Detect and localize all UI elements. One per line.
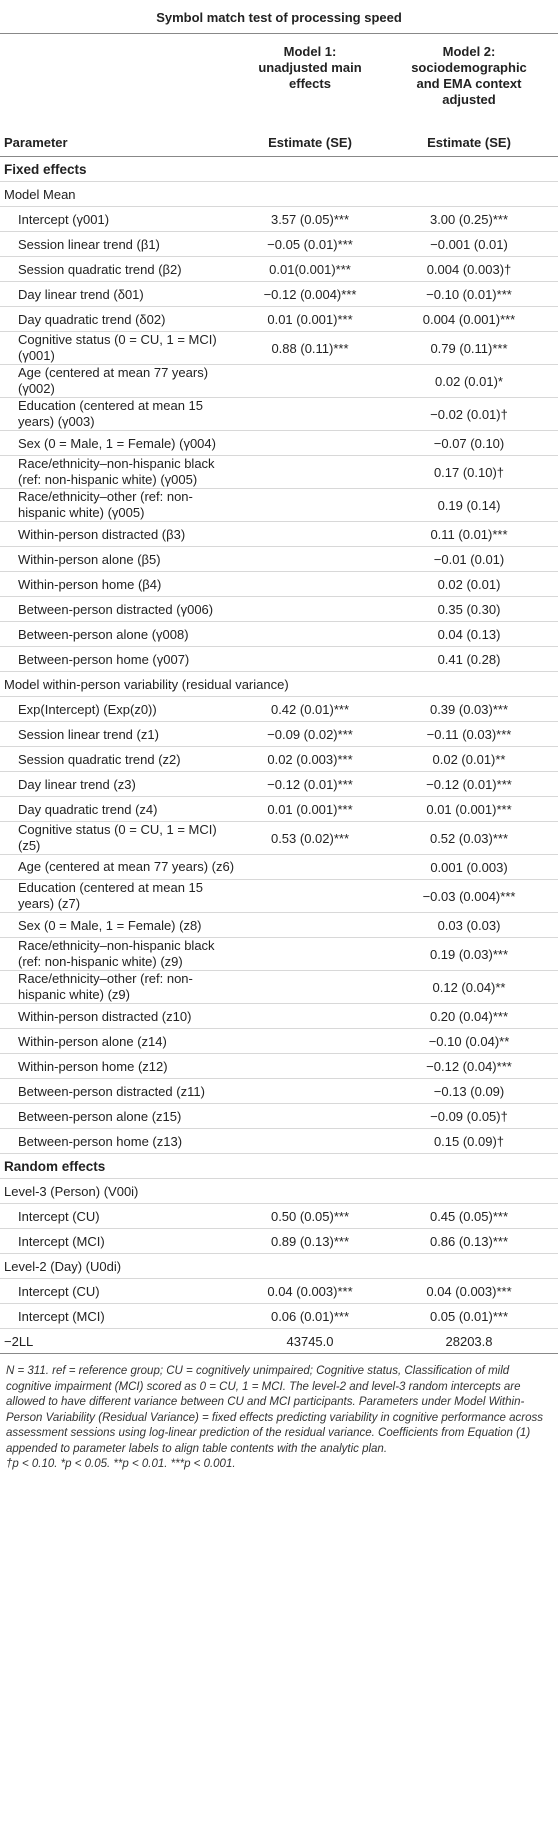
section-random-effects [0, 1154, 558, 1179]
model1-estimate: −0.12 (0.01)*** [240, 772, 380, 797]
table-row [0, 855, 558, 880]
table-header [0, 34, 558, 157]
model2-estimate: −0.09 (0.05)† [380, 1104, 558, 1129]
parameter-cell: Intercept (CU) [0, 1279, 240, 1304]
parameter-cell: Age (centered at mean 77 years) (γ002) [0, 365, 240, 398]
parameter-header: Parameter [4, 135, 68, 150]
model1-estimate: −0.09 (0.02)*** [240, 722, 380, 747]
table-row [0, 207, 558, 232]
model2-estimate: −0.10 (0.01)*** [380, 282, 558, 307]
model1-estimate [240, 547, 380, 572]
table-row [0, 1029, 558, 1054]
model1-estimate: 0.02 (0.003)*** [240, 747, 380, 772]
model2-estimate: 0.02 (0.01)** [380, 747, 558, 772]
model2-header: Model 2: sociodemographic and EMA context adjusted [411, 44, 527, 107]
model1-estimate: 0.53 (0.02)*** [240, 822, 380, 855]
table-row [0, 398, 558, 431]
table-row [0, 522, 558, 547]
parameter-cell: Race/ethnicity–non-hispanic black (ref: non-hispanic white) (z9) [0, 938, 240, 971]
table-row [0, 1279, 558, 1304]
parameter-cell: Within-person alone (z14) [0, 1029, 240, 1054]
section-fixed-effects [0, 157, 558, 182]
model1-estimate [240, 1104, 380, 1129]
parameter-cell: Age (centered at mean 77 years) (z6) [0, 855, 240, 880]
model2-estimate: 0.52 (0.03)*** [380, 822, 558, 855]
model2-estimate: 0.17 (0.10)† [380, 456, 558, 489]
section-level3-label: Level-3 (Person) (V00i) [0, 1179, 558, 1204]
table-row [0, 880, 558, 913]
model1-estimate [240, 971, 380, 1004]
parameter-cell: Between-person distracted (γ006) [0, 597, 240, 622]
model2-estimate: 0.15 (0.09)† [380, 1129, 558, 1154]
table-note [0, 1354, 558, 1473]
model2-estimate: −0.12 (0.01)*** [380, 772, 558, 797]
table-row [0, 1104, 558, 1129]
model1-estimate: 0.89 (0.13)*** [240, 1229, 380, 1254]
table-row [0, 547, 558, 572]
model1-estimate: −0.12 (0.004)*** [240, 282, 380, 307]
parameter-cell: Day quadratic trend (z4) [0, 797, 240, 822]
table-row [0, 365, 558, 398]
note-text: N = 311. ref = reference group; CU = cognitively unimpaired; Cognitive status, Classification of mild cognitive impairment (MCI) scored as 0 = CU, 1 = MCI. The level-2 and level-3 random intercepts are allowed to have different variance between CU and MCI participants. Parameters under Model Within-Person Variability (Residual Variance) = fixed effects predicting variability in cognitive performance across assessment sessions using log-linear prediction of the residual variance. Coefficients from Equation (1) appended to parameter labels to align table contents with the analytic plan. [6, 1365, 544, 1455]
parameter-cell: Session linear trend (z1) [0, 722, 240, 747]
model1-estimate [240, 938, 380, 971]
model1-estimate [240, 489, 380, 522]
parameter-cell: Day quadratic trend (δ02) [0, 307, 240, 332]
model2-estimate: −0.10 (0.04)** [380, 1029, 558, 1054]
parameter-cell: Between-person home (γ007) [0, 647, 240, 672]
table-row [0, 1229, 558, 1254]
model2-estimate: 0.19 (0.03)*** [380, 938, 558, 971]
model1-estimate [240, 365, 380, 398]
section-fixed-effects-label: Fixed effects [0, 157, 558, 182]
estimate1-header: Estimate (SE) [268, 135, 352, 150]
model1-estimate [240, 597, 380, 622]
table-row [0, 647, 558, 672]
table-row [0, 913, 558, 938]
model2-estimate: −0.001 (0.01) [380, 232, 558, 257]
table-row [0, 1204, 558, 1229]
model1-estimate [240, 1079, 380, 1104]
model2-estimate: −0.01 (0.01) [380, 547, 558, 572]
parameter-cell: Within-person distracted (z10) [0, 1004, 240, 1029]
parameter-cell: Education (centered at mean 15 years) (z7) [0, 880, 240, 913]
table-row [0, 622, 558, 647]
model2-estimate: 0.20 (0.04)*** [380, 1004, 558, 1029]
model1-estimate: 3.57 (0.05)*** [240, 207, 380, 232]
table-row [0, 797, 558, 822]
table-row [0, 772, 558, 797]
parameter-cell: Intercept (CU) [0, 1204, 240, 1229]
table-row [0, 489, 558, 522]
model1-estimate [240, 398, 380, 431]
parameter-cell: Education (centered at mean 15 years) (γ003) [0, 398, 240, 431]
model2-estimate: 0.01 (0.001)*** [380, 797, 558, 822]
section-level2-label: Level-2 (Day) (U0di) [0, 1254, 558, 1279]
table-row [0, 307, 558, 332]
parameter-cell: Race/ethnicity–other (ref: non-hispanic white) (γ005) [0, 489, 240, 522]
parameter-cell: Between-person alone (z15) [0, 1104, 240, 1129]
parameter-cell: Within-person home (β4) [0, 572, 240, 597]
model1-estimate [240, 913, 380, 938]
section-level2 [0, 1254, 558, 1279]
parameter-cell: Session linear trend (β1) [0, 232, 240, 257]
model1-estimate: 0.50 (0.05)*** [240, 1204, 380, 1229]
model2-estimate: −0.07 (0.10) [380, 431, 558, 456]
model2-estimate: 0.19 (0.14) [380, 489, 558, 522]
significance-note: †p < 0.10. *p < 0.05. **p < 0.01. ***p < 0.001. [6, 1458, 236, 1470]
parameter-cell: Between-person home (z13) [0, 1129, 240, 1154]
table-row [0, 697, 558, 722]
model2-estimate: 0.03 (0.03) [380, 913, 558, 938]
model1-estimate [240, 622, 380, 647]
table-row [0, 456, 558, 489]
parameter-cell: Sex (0 = Male, 1 = Female) (z8) [0, 913, 240, 938]
parameter-cell: Within-person alone (β5) [0, 547, 240, 572]
table-row [0, 1129, 558, 1154]
table-row-2ll [0, 1329, 558, 1354]
model1-estimate: 0.06 (0.01)*** [240, 1304, 380, 1329]
model2-estimate: −0.13 (0.09) [380, 1079, 558, 1104]
table-row [0, 257, 558, 282]
model1-estimate: 0.88 (0.11)*** [240, 332, 380, 365]
parameter-cell: Day linear trend (z3) [0, 772, 240, 797]
parameter-cell: Race/ethnicity–non-hispanic black (ref: non-hispanic white) (γ005) [0, 456, 240, 489]
model1-estimate: −0.05 (0.01)*** [240, 232, 380, 257]
parameter-cell: Cognitive status (0 = CU, 1 = MCI) (z5) [0, 822, 240, 855]
model1-estimate [240, 1029, 380, 1054]
parameter-cell: Intercept (MCI) [0, 1229, 240, 1254]
model2-estimate: 0.79 (0.11)*** [380, 332, 558, 365]
results-table [0, 157, 558, 1354]
parameter-cell: Session quadratic trend (z2) [0, 747, 240, 772]
parameter-cell: Between-person alone (γ008) [0, 622, 240, 647]
model1-estimate: 0.01 (0.001)*** [240, 307, 380, 332]
section-model-variability [0, 672, 558, 697]
table-row [0, 431, 558, 456]
table-row [0, 938, 558, 971]
model2-estimate: 0.35 (0.30) [380, 597, 558, 622]
model1-estimate [240, 1129, 380, 1154]
table-row [0, 1079, 558, 1104]
model1-estimate: 0.04 (0.003)*** [240, 1279, 380, 1304]
parameter-cell: −2LL [0, 1329, 240, 1354]
model1-header: Model 1: unadjusted main effects [258, 44, 362, 91]
parameter-cell: Sex (0 = Male, 1 = Female) (γ004) [0, 431, 240, 456]
table-row [0, 1304, 558, 1329]
parameter-cell: Between-person distracted (z11) [0, 1079, 240, 1104]
model1-estimate [240, 647, 380, 672]
section-level3 [0, 1179, 558, 1204]
table-row [0, 1004, 558, 1029]
parameter-cell: Intercept (MCI) [0, 1304, 240, 1329]
model2-estimate: 0.41 (0.28) [380, 647, 558, 672]
table-row [0, 747, 558, 772]
table-row [0, 722, 558, 747]
model1-estimate [240, 431, 380, 456]
parameter-cell: Exp(Intercept) (Exp(z0)) [0, 697, 240, 722]
model2-estimate: 28203.8 [380, 1329, 558, 1354]
table-row [0, 1054, 558, 1079]
model2-estimate: 0.12 (0.04)** [380, 971, 558, 1004]
table-row [0, 971, 558, 1004]
table-title: Symbol match test of processing speed [0, 0, 558, 34]
model2-estimate: 0.86 (0.13)*** [380, 1229, 558, 1254]
estimate2-header: Estimate (SE) [427, 135, 511, 150]
model2-estimate: 0.04 (0.13) [380, 622, 558, 647]
model1-estimate [240, 456, 380, 489]
model2-estimate: −0.03 (0.004)*** [380, 880, 558, 913]
model2-estimate: 0.04 (0.003)*** [380, 1279, 558, 1304]
parameter-cell: Within-person distracted (β3) [0, 522, 240, 547]
parameter-cell: Cognitive status (0 = CU, 1 = MCI) (γ001) [0, 332, 240, 365]
parameter-cell: Race/ethnicity–other (ref: non-hispanic white) (z9) [0, 971, 240, 1004]
table-row [0, 822, 558, 855]
section-random-effects-label: Random effects [0, 1154, 558, 1179]
model2-estimate: 0.39 (0.03)*** [380, 697, 558, 722]
model2-estimate: −0.11 (0.03)*** [380, 722, 558, 747]
section-model-variability-label: Model within-person variability (residual variance) [0, 672, 558, 697]
parameter-cell: Session quadratic trend (β2) [0, 257, 240, 282]
model2-estimate: 0.004 (0.003)† [380, 257, 558, 282]
model1-estimate [240, 1054, 380, 1079]
model1-estimate [240, 855, 380, 880]
model2-estimate: 0.02 (0.01) [380, 572, 558, 597]
model2-estimate: −0.12 (0.04)*** [380, 1054, 558, 1079]
model2-estimate: 0.02 (0.01)* [380, 365, 558, 398]
model1-estimate [240, 1004, 380, 1029]
model2-estimate: 0.001 (0.003) [380, 855, 558, 880]
model1-estimate [240, 522, 380, 547]
model2-estimate: −0.02 (0.01)† [380, 398, 558, 431]
model1-estimate [240, 880, 380, 913]
model2-estimate: 3.00 (0.25)*** [380, 207, 558, 232]
model1-estimate: 0.01 (0.001)*** [240, 797, 380, 822]
parameter-cell: Intercept (γ001) [0, 207, 240, 232]
model1-estimate [240, 572, 380, 597]
model2-estimate: 0.45 (0.05)*** [380, 1204, 558, 1229]
model1-estimate: 43745.0 [240, 1329, 380, 1354]
parameter-cell: Within-person home (z12) [0, 1054, 240, 1079]
model2-estimate: 0.05 (0.01)*** [380, 1304, 558, 1329]
table-row [0, 332, 558, 365]
table-row [0, 597, 558, 622]
parameter-cell: Day linear trend (δ01) [0, 282, 240, 307]
section-model-mean [0, 182, 558, 207]
model1-estimate: 0.42 (0.01)*** [240, 697, 380, 722]
table-row [0, 282, 558, 307]
model2-estimate: 0.11 (0.01)*** [380, 522, 558, 547]
table-row [0, 232, 558, 257]
table-row [0, 572, 558, 597]
model1-estimate: 0.01(0.001)*** [240, 257, 380, 282]
section-model-mean-label: Model Mean [0, 182, 558, 207]
model2-estimate: 0.004 (0.001)*** [380, 307, 558, 332]
